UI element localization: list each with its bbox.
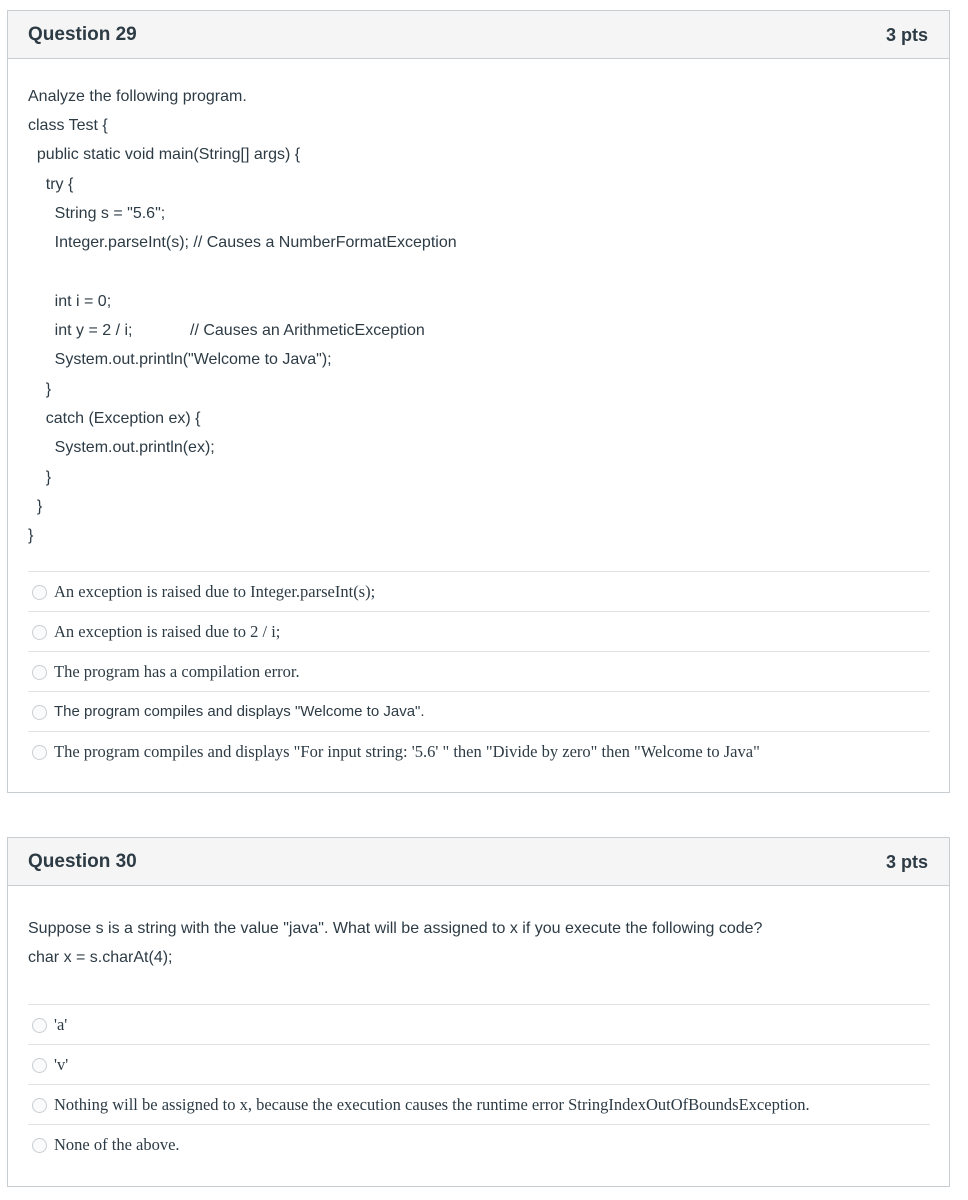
question-card-30	[7, 837, 950, 1187]
answer-label[interactable]: 'v'	[54, 1055, 69, 1074]
answer-option[interactable]	[28, 1004, 930, 1044]
radio-button[interactable]	[32, 745, 47, 760]
question-title: Question 30	[28, 851, 137, 872]
answer-option[interactable]	[28, 731, 930, 771]
code-line: char x = s.charAt(4);	[28, 949, 173, 966]
answer-label[interactable]: An exception is raised due to 2 / i;	[54, 622, 281, 641]
answer-option[interactable]	[28, 1044, 930, 1084]
code-line: Integer.parseInt(s); // Causes a NumberFormatException	[28, 234, 457, 251]
code-line: int y = 2 / i;	[28, 322, 133, 339]
answer-option[interactable]	[28, 691, 930, 731]
code-line: System.out.println("Welcome to Java");	[28, 351, 332, 368]
answer-label[interactable]: 'a'	[54, 1015, 68, 1034]
radio-button[interactable]	[32, 625, 47, 640]
answer-label[interactable]: The program compiles and displays "Welcome to Java".	[54, 703, 425, 720]
radio-button[interactable]	[32, 665, 47, 680]
question-points: 3 pts	[885, 852, 928, 872]
question-header	[8, 11, 949, 59]
code-line: }	[28, 469, 52, 486]
question-text-line: Suppose s is a string with the value "java". What will be assigned to x if you execute the following code?	[28, 920, 763, 937]
code-line: }	[28, 381, 52, 398]
code-line: int i = 0;	[28, 293, 112, 310]
answer-option[interactable]	[28, 1084, 930, 1124]
code-line: catch (Exception ex) {	[28, 410, 201, 427]
answer-option[interactable]	[28, 611, 930, 651]
code-line: class Test {	[28, 117, 108, 134]
question-points: 3 pts	[885, 25, 928, 45]
radio-button[interactable]	[32, 1138, 47, 1153]
code-line: public static void main(String[] args) {	[28, 146, 301, 163]
code-comment: // Causes an ArithmeticException	[190, 322, 425, 339]
answer-option[interactable]	[28, 651, 930, 691]
answer-label[interactable]: An exception is raised due to Integer.parseInt(s);	[54, 582, 376, 601]
question-text-line: Analyze the following program.	[28, 88, 247, 105]
answer-option[interactable]	[28, 571, 930, 611]
code-line: try {	[28, 176, 74, 193]
radio-button[interactable]	[32, 1098, 47, 1113]
answer-label[interactable]: The program compiles and displays "For input string: '5.6' " then "Divide by zero" then "Welcome to Java"	[54, 742, 760, 761]
radio-button[interactable]	[32, 1058, 47, 1073]
radio-button[interactable]	[32, 705, 47, 720]
answer-label[interactable]: The program has a compilation error.	[54, 662, 300, 681]
question-title: Question 29	[28, 24, 137, 45]
radio-button[interactable]	[32, 585, 47, 600]
question-header	[8, 838, 949, 886]
code-line: String s = "5.6";	[28, 205, 166, 222]
code-line: }	[28, 498, 43, 515]
answer-option[interactable]	[28, 1124, 930, 1164]
code-line: System.out.println(ex);	[28, 439, 215, 456]
answer-label[interactable]: None of the above.	[54, 1135, 180, 1154]
question-card-29	[7, 10, 950, 793]
radio-button[interactable]	[32, 1018, 47, 1033]
answer-label[interactable]: Nothing will be assigned to x, because the execution causes the runtime error StringIndexOutOfBoundsException.	[54, 1095, 810, 1114]
code-line: }	[28, 527, 34, 544]
